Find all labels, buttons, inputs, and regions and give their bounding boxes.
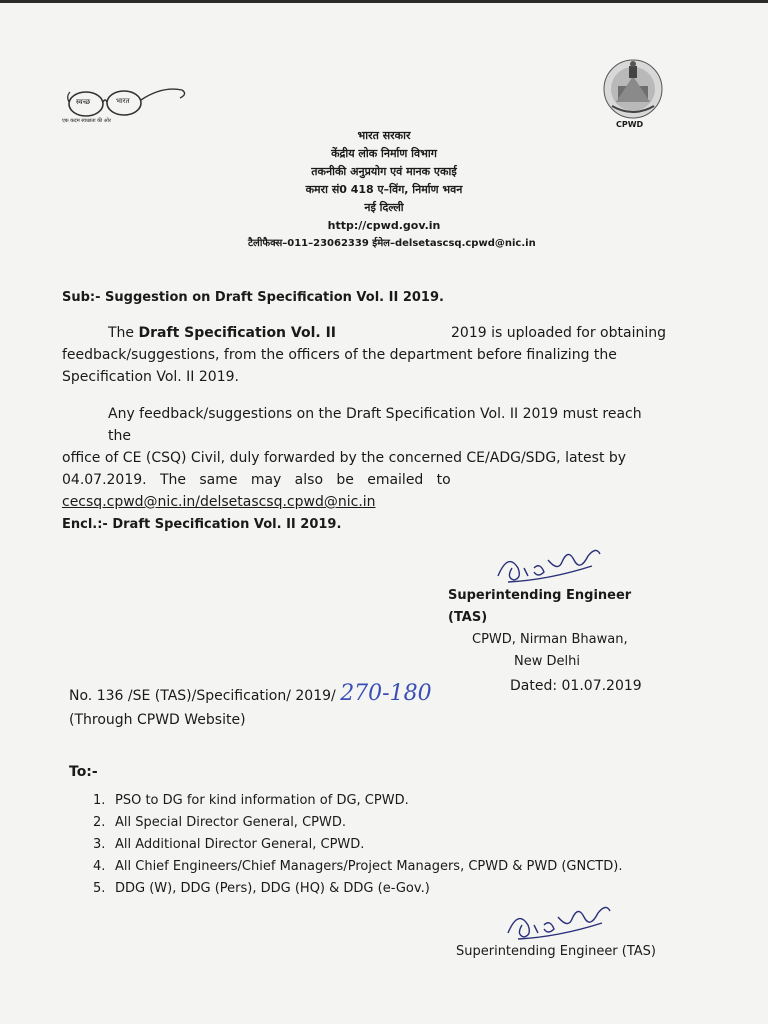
paragraph-2: [62, 403, 666, 513]
para1-suffix: 2019 is uploaded for obtaining: [451, 325, 666, 341]
swachh-text: स्वच्छ: [76, 98, 91, 106]
para2-line3: 04.07.2019. The same may also be emailed to: [62, 472, 451, 488]
signatory-1-block: [448, 585, 660, 673]
item-text: All Additional Director General, CPWD.: [115, 837, 365, 852]
para1-line2: feedback/suggestions, from the officers of the department before finalizing the: [62, 347, 617, 363]
address-line: भारत सरकार: [357, 129, 411, 142]
dated-line: Dated: 01.07.2019: [510, 678, 642, 694]
recipient-list: [93, 790, 622, 900]
signature-1: [488, 538, 608, 588]
item-number: 2.: [93, 815, 106, 830]
swachh-tagline: एक कदम स्वच्छता की ओर: [62, 118, 111, 124]
list-item: [93, 812, 622, 834]
para1-bold: Draft Specification Vol. II: [138, 325, 336, 341]
cpwd-emblem-icon: [602, 58, 664, 120]
handwritten-number: 270-180: [340, 681, 432, 706]
signatory-2-title: Superintending Engineer (TAS): [456, 944, 657, 959]
scan-top-edge: [0, 0, 768, 3]
item-number: 5.: [93, 881, 106, 896]
paragraph-1: [62, 322, 666, 388]
cpwd-logo: [602, 58, 664, 132]
list-item: [93, 790, 622, 812]
subject-line: Sub:- Suggestion on Draft Specification Vol. II 2019.: [62, 290, 444, 305]
through-line: (Through CPWD Website): [69, 712, 246, 728]
list-item: [93, 856, 622, 878]
website-link[interactable]: http://cpwd.gov.in: [327, 219, 441, 232]
list-item: [93, 834, 622, 856]
email-links[interactable]: cecsq.cpwd@nic.in/delsetascsq.cpwd@nic.in: [62, 494, 376, 510]
reference-block: [69, 682, 432, 732]
item-number: 1.: [93, 793, 106, 808]
address-line: नई दिल्ली: [364, 201, 404, 214]
item-text: All Chief Engineers/Chief Managers/Project Managers, CPWD & PWD (GNCTD).: [115, 859, 623, 874]
swachh-bharat-logo: [62, 82, 192, 130]
signatory-1-title: Superintending Engineer (TAS): [448, 588, 632, 625]
para1-line3: Specification Vol. II 2019.: [62, 369, 239, 385]
cpwd-logo-label: CPWD: [616, 120, 644, 129]
item-number: 3.: [93, 837, 106, 852]
office-address: [248, 127, 536, 253]
address-line: तकनीकी अनुप्रयोग एवं मानक एकाई: [311, 165, 457, 178]
para1-prefix: The: [108, 325, 139, 341]
bharat-text: भारत: [116, 97, 130, 105]
item-text: PSO to DG for kind information of DG, CPWD.: [115, 793, 409, 808]
address-line: केंद्रीय लोक निर्माण विभाग: [331, 147, 437, 160]
enclosure-line: Encl.:- Draft Specification Vol. II 2019.: [62, 517, 342, 532]
para1-line1: [62, 322, 666, 344]
address-line: कमरा सं0 418 ए–विंग, निर्माण भवन: [305, 183, 463, 196]
signatory-1-city: New Delhi: [514, 654, 580, 669]
reference-number: No. 136 /SE (TAS)/Specification/ 2019/: [69, 688, 336, 704]
item-text: All Special Director General, CPWD.: [115, 815, 346, 830]
to-label: To:-: [69, 764, 98, 780]
signature-2: [498, 895, 618, 945]
para2-line2: office of CE (CSQ) Civil, duly forwarded by the concerned CE/ADG/SDG, latest by: [62, 450, 627, 466]
para2-line1: Any feedback/suggestions on the Draft Specification Vol. II 2019 must reach the: [108, 406, 642, 444]
item-number: 4.: [93, 859, 106, 874]
signatory-1-org: CPWD, Nirman Bhawan,: [472, 632, 628, 647]
contact-line: टैलीफैक्स–011–23062339 ईमेल–delsetascsq.cpwd@nic.in: [248, 238, 536, 249]
item-text: DDG (W), DDG (Pers), DDG (HQ) & DDG (e-Gov.): [115, 881, 430, 896]
